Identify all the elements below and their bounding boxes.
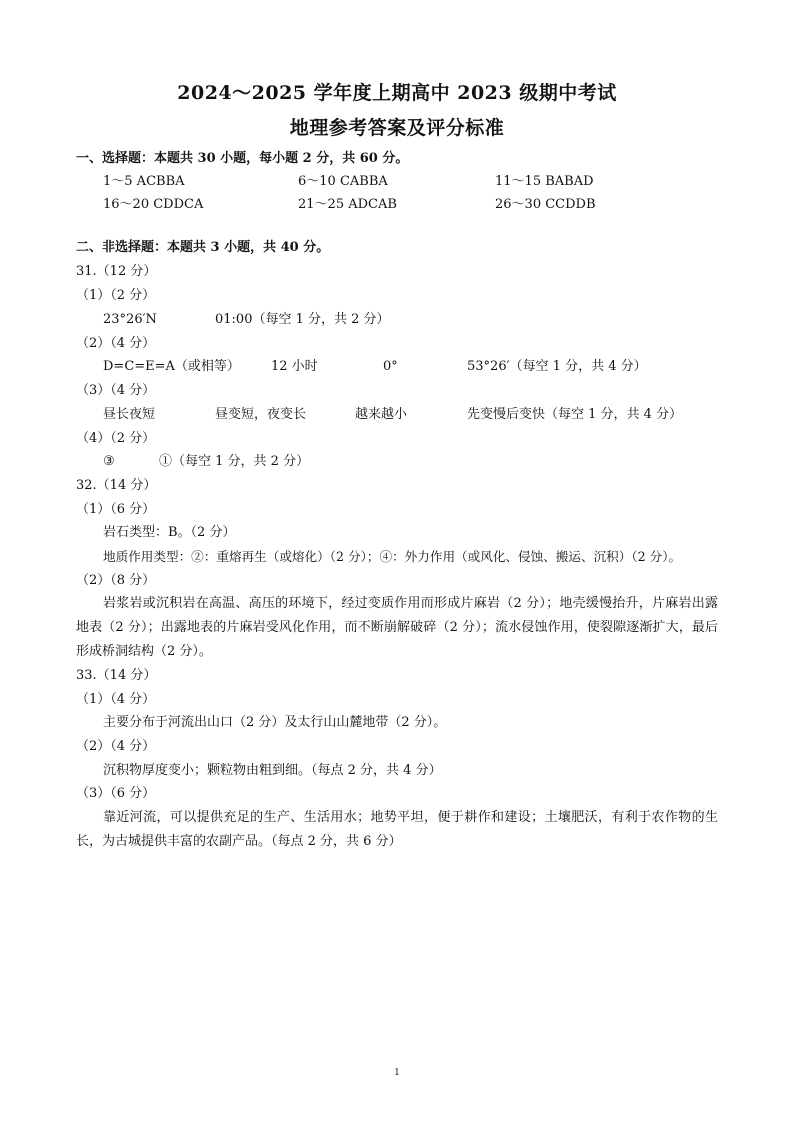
mc-answers-1-5: 1～5 ACBBA (103, 174, 185, 189)
q31-part3-answer-a: 昼长夜短 (103, 407, 156, 422)
page-number: 1 (394, 1068, 400, 1078)
mc-answers-21-25: 21～25 ADCAB (298, 197, 397, 212)
q31-part3-label: （3）（4 分） (76, 383, 156, 398)
q33-part3-label: （3）（6 分） (76, 786, 156, 801)
exam-title: 2024～2025 学年度上期高中 2023 级期中考试 (177, 82, 617, 104)
q32-part1-label: （1）（6 分） (76, 502, 156, 517)
q31-part4-answer-a: ③ (103, 454, 115, 469)
q32-part2-label: （2）（8 分） (76, 573, 156, 588)
q31-part1-answer-a: 23°26′N (103, 312, 157, 327)
q31-part3-answer-b: 昼变短，夜变长 (215, 407, 307, 422)
q31-part1-answer-b: 01:00（每空 1 分，共 2 分） (215, 312, 390, 327)
q31-part2-answer-b: 12 小时 (271, 359, 318, 374)
q31-heading: 31.（12 分） (76, 264, 157, 279)
q33-heading: 33.（14 分） (76, 668, 157, 683)
q31-part3-answer-d: 先变慢后变快（每空 1 分，共 4 分） (467, 407, 683, 422)
mc-answers-6-10: 6～10 CABBA (298, 174, 388, 189)
answer-key-title: 地理参考答案及评分标准 (289, 117, 505, 139)
q33-part2-label: （2）（4 分） (76, 739, 156, 754)
mc-answers-11-15: 11～15 BABAD (495, 174, 594, 189)
q31-part3-answer-c: 越来越小 (355, 407, 408, 422)
section-1-heading: 一、选择题：本题共 30 小题，每小题 2 分，共 60 分。 (76, 151, 409, 166)
q32-part1-rock-type: 岩石类型：B。（2 分） (103, 525, 236, 540)
q33-part1-label: （1）（4 分） (76, 692, 156, 707)
q31-part4-answer-b: ①（每空 1 分，共 2 分） (159, 454, 310, 469)
section-2-heading: 二、非选择题：本题共 3 小题，共 40 分。 (76, 240, 330, 255)
q32-part2-answer: 岩浆岩或沉积岩在高温、高压的环境下，经过变质作用而形成片麻岩（2 分）；地壳缓慢抬升，片麻岩出露地表（2 分）；出露地表的片麻岩受风化作用，而不断崩解破碎（2 分）；流水侵蚀作用，使裂隙逐渐扩大，最后形成桥洞结构（2 分）。 (76, 596, 718, 659)
q31-part2-answer-a: D=C=E=A（或相等） (103, 359, 240, 374)
q32-heading: 32.（14 分） (76, 478, 157, 493)
q31-part2-label: （2）（4 分） (76, 336, 156, 351)
q31-part4-label: （4）（2 分） (76, 431, 156, 446)
q31-part2-answer-c: 0° (383, 359, 398, 374)
mc-answers-16-20: 16～20 CDDCA (103, 197, 204, 212)
q31-part1-label: （1）（2 分） (76, 288, 156, 303)
q32-part1-geologic-process: 地质作用类型：②：重熔再生（或熔化）（2 分）；④：外力作用（或风化、侵蚀、搬运、沉积）（2 分）。 (103, 549, 682, 564)
q33-part2-answer: 沉积物厚度变小；颗粒物由粗到细。（每点 2 分，共 4 分） (103, 763, 442, 778)
q31-part2-answer-d: 53°26′（每空 1 分，共 4 分） (467, 359, 647, 374)
q33-part1-answer: 主要分布于河流出山口（2 分）及太行山山麓地带（2 分）。 (103, 715, 447, 730)
q33-part3-answer: 靠近河流，可以提供充足的生产、生活用水；地势平坦，便于耕作和建设；土壤肥沃，有利于农作物的生长，为古城提供丰富的农副产品。（每点 2 分，共 6 分） (76, 810, 718, 849)
mc-answers-26-30: 26～30 CCDDB (495, 197, 596, 212)
